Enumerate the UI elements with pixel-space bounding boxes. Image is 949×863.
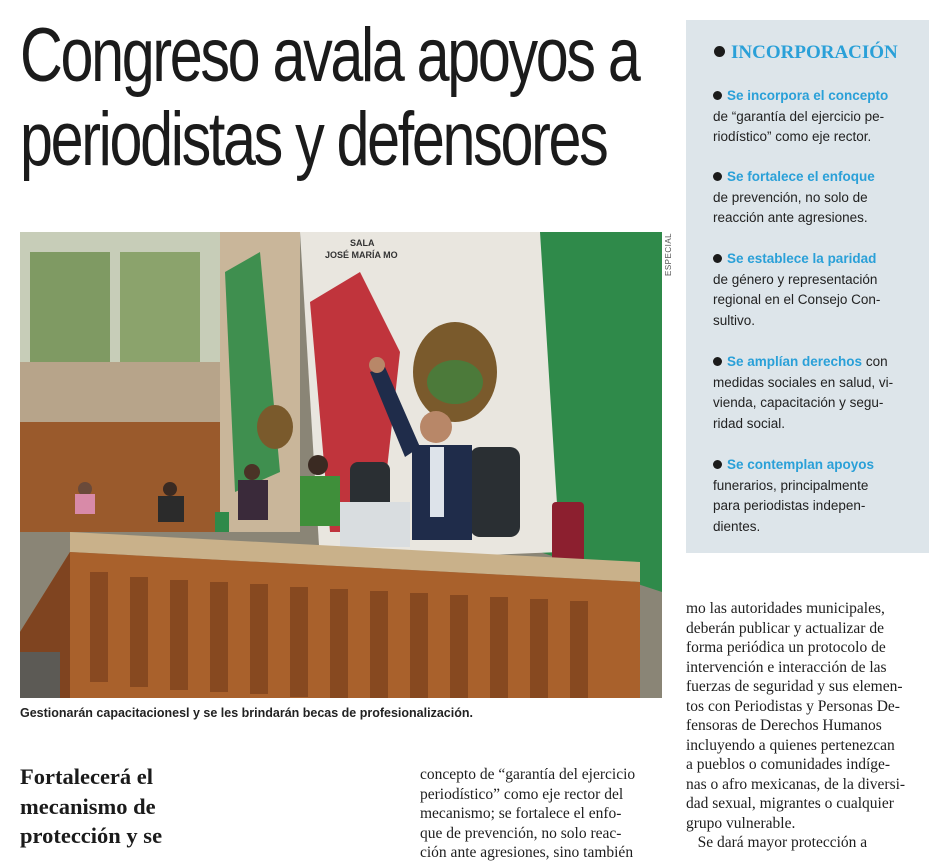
sidebar-item xyxy=(713,86,913,148)
article-line: deberán publicar y actualizar de xyxy=(686,619,884,637)
sidebar-item-line: ridad social. xyxy=(713,415,786,431)
article-line: Se dará mayor protección a xyxy=(686,834,868,851)
headline xyxy=(20,13,639,182)
sidebar-item-lead: Se amplían derechos xyxy=(727,354,863,369)
bullet-icon xyxy=(713,91,722,100)
article-column-right xyxy=(686,599,905,853)
sidebar-item-lead: Se establece la paridad xyxy=(727,251,877,266)
article-line: ción ante agresiones, sino también xyxy=(420,844,634,861)
sidebar-item xyxy=(713,352,913,434)
bullet-icon xyxy=(713,460,722,469)
sidebar-item xyxy=(713,249,913,331)
wall-text-1: SALA xyxy=(350,238,375,248)
article-line: a pueblos o comunidades indíge- xyxy=(686,756,891,773)
article-line: dad sexual, migrantes o cualquier xyxy=(686,795,894,812)
subheading-line: protección y se xyxy=(20,823,163,848)
sidebar-item-lead: Se contemplan apoyos xyxy=(727,457,875,472)
sidebar-item-line: riodístico” como eje rector. xyxy=(713,129,872,144)
sidebar-item-lead: Se incorpora el concepto xyxy=(727,88,889,103)
headline-line-2: periodistas y defensores xyxy=(20,97,607,182)
article-column-middle xyxy=(420,765,635,863)
bullet-icon xyxy=(714,46,725,57)
article-line: concepto de “garantía del ejercicio xyxy=(420,766,636,783)
article-line: fuerzas de seguridad y sus elemen- xyxy=(686,678,903,695)
sidebar-title xyxy=(714,42,898,64)
sidebar-item-line: funerarios, principalmente xyxy=(713,477,869,493)
sidebar-item-line: reacción ante agresiones. xyxy=(713,210,868,225)
subheading-line: Fortalecerá el xyxy=(20,764,154,789)
subheading-line: mecanismo de xyxy=(20,793,156,819)
sidebar-item-line: medidas sociales en salud, vi- xyxy=(713,374,894,390)
article-line: incluyendo a quienes pertenezcan xyxy=(686,736,895,754)
article-line: periodístico” como eje rector del xyxy=(420,785,624,803)
bullet-icon xyxy=(713,357,722,366)
article-line: grupo vulnerable. xyxy=(686,814,796,832)
wall-text-2: JOSÉ MARÍA MO xyxy=(325,250,398,260)
sidebar-item xyxy=(713,455,913,537)
sidebar-item-line: sultivo. xyxy=(713,312,756,328)
headline-line-1: Congreso avala apoyos a xyxy=(20,13,639,98)
article-line: fensoras de Derechos Humanos xyxy=(686,717,882,734)
bullet-icon xyxy=(713,172,722,181)
sidebar-item-line: de género y representación xyxy=(713,271,878,287)
sidebar-item-line: para periodistas indepen- xyxy=(713,498,866,513)
photo-credit: ESPECIAL xyxy=(664,232,673,276)
article-line: nas o afro mexicanas, de la diversi- xyxy=(686,775,906,793)
sidebar-item-line: de prevención, no solo de xyxy=(713,189,868,205)
sidebar-item-lead: Se fortalece el enfoque xyxy=(727,169,875,184)
article-line: mecanismo; se fortalece el enfo- xyxy=(420,805,622,822)
sidebar-item-line: vienda, capacitación y segu- xyxy=(713,395,884,410)
article-line: forma periódica un protocolo de xyxy=(686,639,886,656)
article-line: que de prevención, no solo reac- xyxy=(420,824,622,842)
subheading xyxy=(20,762,260,851)
sidebar-item-tail: con xyxy=(862,354,888,369)
bullet-icon xyxy=(713,254,722,263)
sidebar-title-text: INCORPORACIÓN xyxy=(731,42,898,63)
article-line: mo las autoridades municipales, xyxy=(686,600,885,617)
article-line: intervención e interacción de las xyxy=(686,658,887,676)
sidebar-item-line: de “garantía del ejercicio pe- xyxy=(713,108,885,124)
article-line: tos con Periodistas y Personas De- xyxy=(686,697,900,715)
sidebar-item-line: regional en el Consejo Con- xyxy=(713,292,881,307)
photo-caption: Gestionarán capacitacionesl y se les brindarán becas de profesionalización. xyxy=(20,706,473,720)
sidebar-item xyxy=(713,167,913,229)
sidebar-item-line: dientes. xyxy=(713,518,761,534)
news-photo xyxy=(20,232,662,698)
sidebar-box xyxy=(686,20,929,553)
